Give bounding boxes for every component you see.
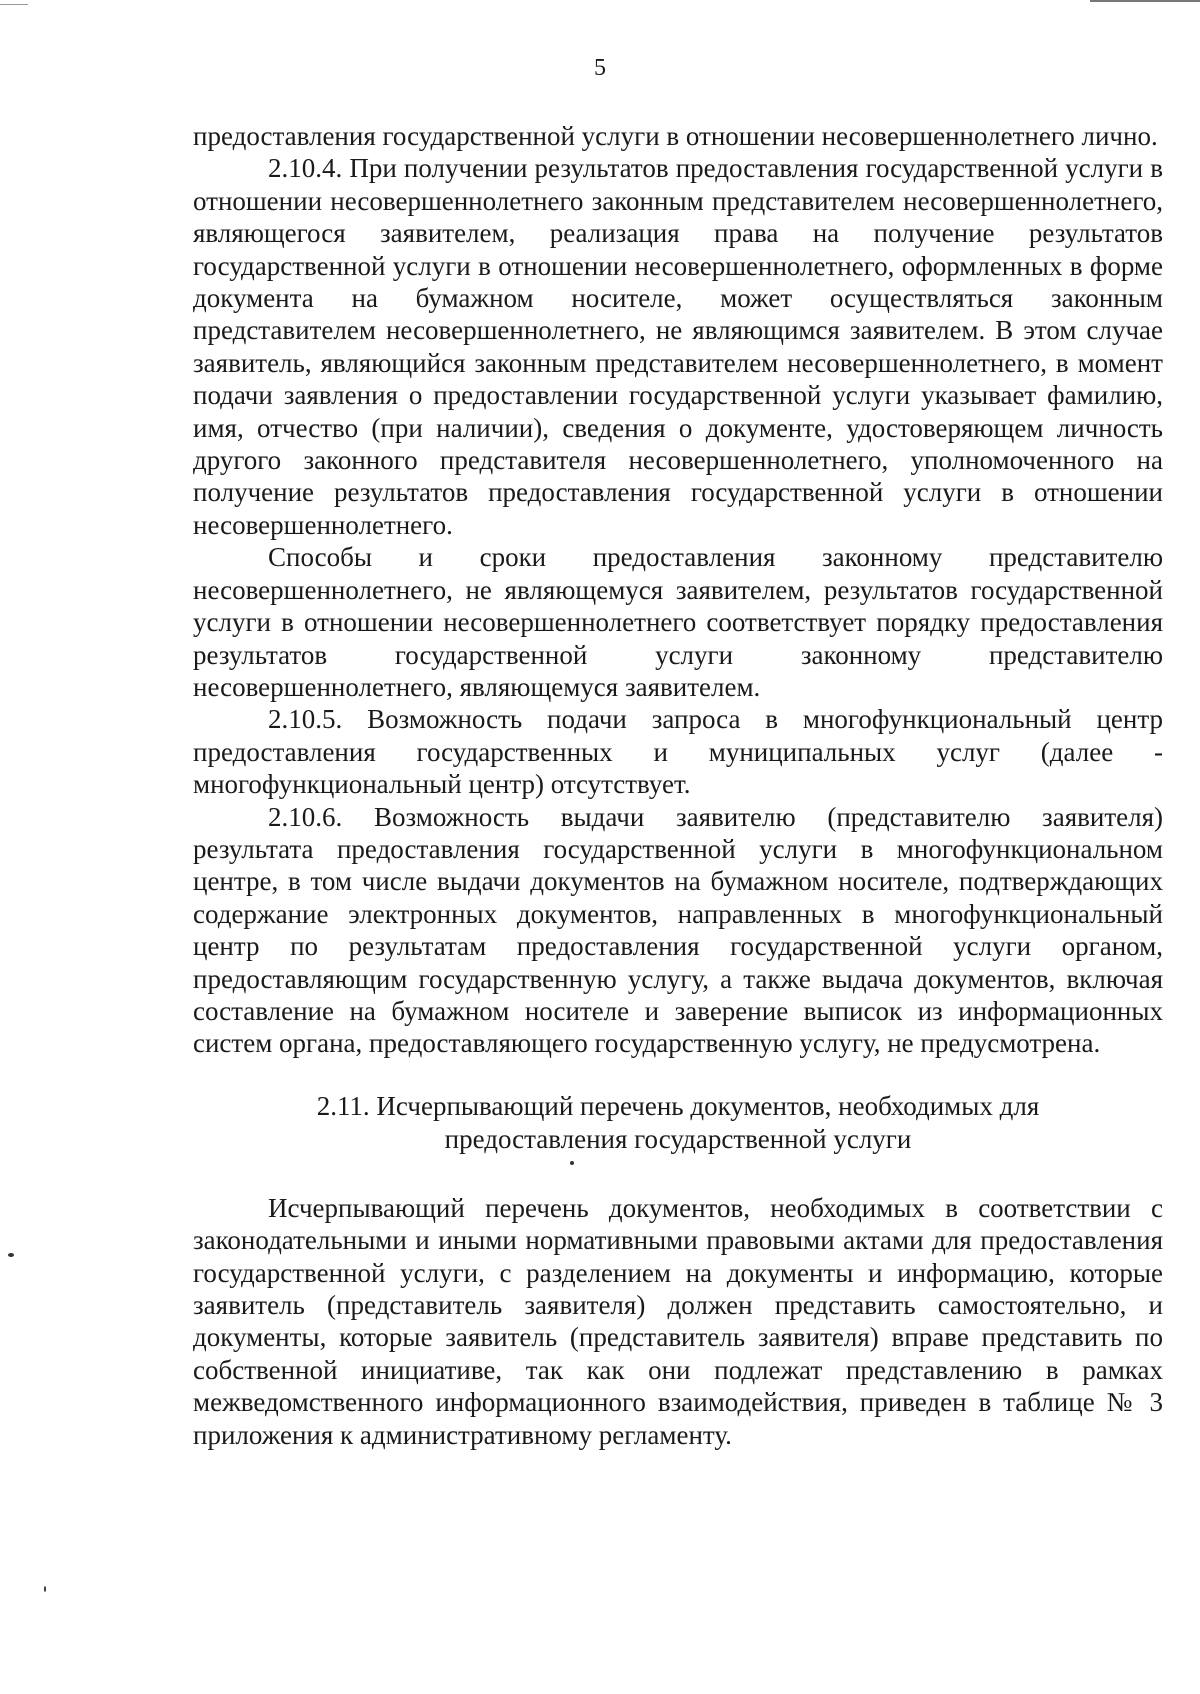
page-number: 5 bbox=[594, 55, 606, 81]
paragraph-2-10-6: 2.10.6. Возможность выдачи заявителю (представителю заявителя) результата предоставления государственной услуги в многофункциональном центре, в том числе выдачи документов на бумажном носителе, подтверждающих содержание электронных документов, направленных в многофункциональный центр по результатам предоставления государственной услуги органом, предоставляющим государственную услугу, а также выдача документов, включая составление на бумажном носителе и заверение выписок из информационных систем органа, предоставляющего государственную услугу, не предусмотрена. bbox=[193, 801, 1163, 1059]
scan-speck bbox=[8, 1253, 14, 1257]
paragraph-continuation: предоставления государственной услуги в отношении несовершеннолетнего лично. bbox=[193, 121, 1158, 151]
section-heading-line-1: 2.11. Исчерпывающий перечень документов, необходимых для bbox=[316, 1090, 1040, 1121]
document-body bbox=[193, 120, 1163, 1451]
scan-edge-left bbox=[0, 4, 28, 5]
section-heading-2-11 bbox=[193, 1090, 1163, 1156]
paragraph-document-list: Исчерпывающий перечень документов, необходимых в соответствии с законодательными и иными нормативными правовыми актами для предоставления государственной услуги, с разделением на документы и информацию, которые заявитель (представитель заявителя) должен представить самостоятельно, и документы, которые заявитель (представитель заявителя) вправе представить по собственной инициативе, так как они подлежат представлению в рамках межведомственного информационного взаимодействия, приведен в таблице № 3 приложения к административному регламенту. bbox=[193, 1192, 1163, 1450]
scan-speck bbox=[570, 1161, 574, 1165]
paragraph-2-10-5: 2.10.5. Возможность подачи запроса в многофункциональный центр предоставления государственных и муниципальных услуг (далее - многофункциональный центр) отсутствует. bbox=[193, 704, 1163, 800]
section-heading-line-2: предоставления государственной услуги bbox=[444, 1123, 912, 1154]
scan-speck bbox=[44, 1586, 46, 1592]
paragraph-methods-and-terms: Способы и сроки предоставления законному представителю несовершеннолетнего, не являющемуся заявителем, результатов государственной услуги в отношении несовершеннолетнего соответствует порядку предоставления результатов государственной услуги законному представителю несовершеннолетнего, являющемуся заявителем. bbox=[193, 542, 1163, 702]
scan-edge-top bbox=[1090, 0, 1200, 2]
paragraph-2-10-4: 2.10.4. При получении результатов предоставления государственной услуги в отношении несовершеннолетнего законным представителем несовершеннолетнего, являющегося заявителем, реализация права на получение результатов государственной услуги в отношении несовершеннолетнего, оформленных в форме документа на бумажном носителе, может осуществляться законным представителем несовершеннолетнего, не являющимся заявителем. В этом случае заявитель, являющийся законным представителем несовершеннолетнего, в момент подачи заявления о предоставлении государственной услуги указывает фамилию, имя, отчество (при наличии), сведения о документе, удостоверяющем личность другого законного представителя несовершеннолетнего, уполномоченного на получение результатов предоставления государственной услуги в отношении несовершеннолетнего. bbox=[193, 153, 1163, 540]
